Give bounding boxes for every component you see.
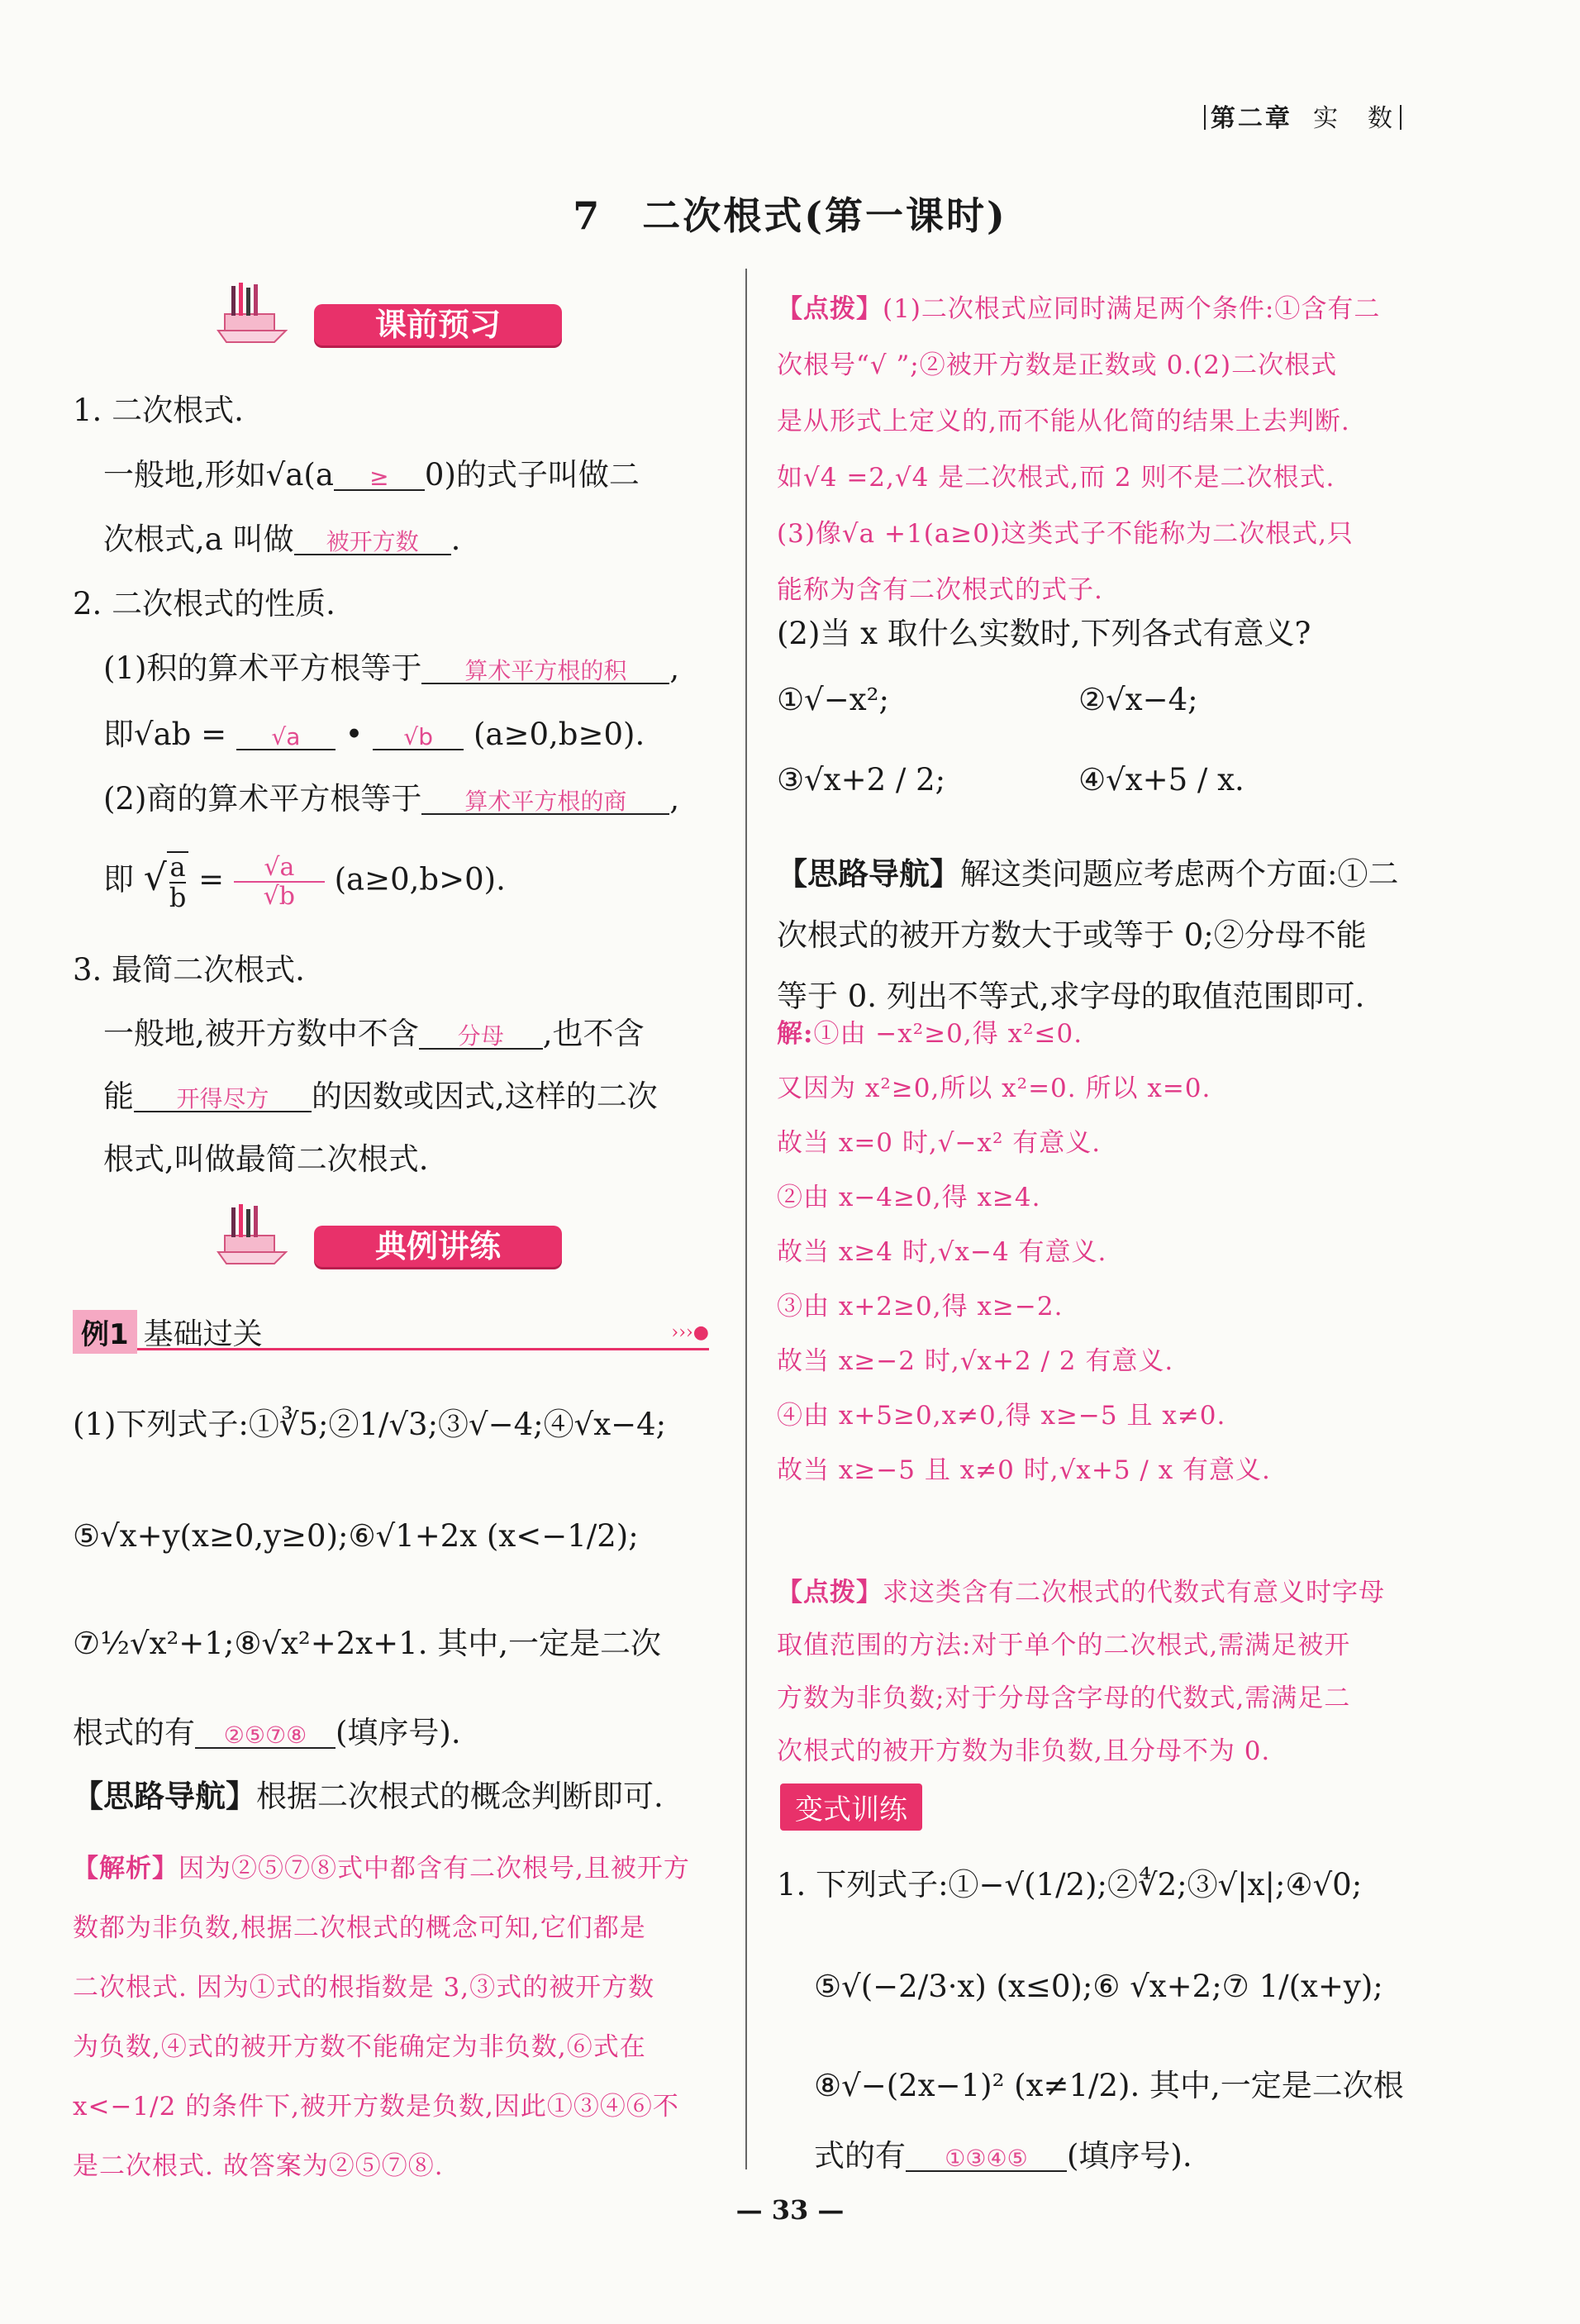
q2-item-2: ②√x−4; bbox=[1078, 682, 1198, 717]
tip2: 【点拨】求这类含有二次根式的代数式有意义时字母 取值范围的方法:对于单个的二次根式,需满足被开 方数为非负数;对于分母含字母的代数式,需满足二 次根式的被开方数为非负数,且分母不为 0. bbox=[777, 1578, 1385, 1766]
chapter-header bbox=[1199, 98, 1406, 134]
answer-fraction[interactable]: $\frac{√a}{√b}$ bbox=[234, 854, 325, 910]
s3-line2: 能 开得尽方 的因数或因式,这样的二次 bbox=[103, 1079, 658, 1114]
example-tag: 例1 bbox=[73, 1310, 137, 1354]
examples-banner-label: 典例讲练 bbox=[314, 1226, 562, 1267]
lesson-title: 7 二次根式(第一课时) bbox=[573, 193, 1007, 238]
example1-q-line2: ⑤√x+y(x≥0,y≥0);⑥√1+2x (x<−1/2); bbox=[73, 1518, 639, 1554]
chapter-label: 第二章 bbox=[1210, 104, 1292, 133]
s2-heading: 2. 二次根式的性质. bbox=[73, 586, 336, 621]
answer-blank[interactable]: 被开方数 bbox=[294, 531, 451, 555]
q2-item-1: ①√−x²; bbox=[777, 682, 889, 717]
s3-line3: 根式,叫做最简二次根式. bbox=[103, 1141, 429, 1177]
column-divider bbox=[745, 269, 747, 2169]
variant-training-tag: 变式训练 bbox=[780, 1783, 922, 1831]
chapter-title: 实 数 bbox=[1313, 104, 1395, 133]
example1-guide: 【思路导航】根据二次根式的概念判断即可. bbox=[73, 1778, 664, 1814]
answer-blank[interactable]: ②⑤⑦⑧ bbox=[195, 1724, 336, 1749]
preview-banner-label: 课前预习 bbox=[314, 304, 562, 345]
page-number: — 33 — bbox=[735, 2194, 845, 2226]
variant-line2: ⑤√(−2/3·x) (x≤0);⑥ √x+2;⑦ 1/(x+y); bbox=[814, 1969, 1383, 2004]
q2-stem: (2)当 x 取什么实数时,下列各式有意义? bbox=[777, 616, 1311, 651]
arrow-decoration-icon: ›››● bbox=[671, 1322, 709, 1343]
header-divider bbox=[1204, 105, 1206, 130]
preview-banner bbox=[217, 281, 501, 350]
q2-solution: 解:①由 −x²≥0,得 x²≤0. 又因为 x²≥0,所以 x²=0. 所以 x=0. 故当 x=0 时,√−x² 有意义. ②由 x−4≥0,得 x≥4. 故当 x≥4 时,√x−4 有意义. ③由 x+2≥0,得 x≥−2. 故当 x≥−2 时,√x+2 / 2 有意义. ④由 x+5≥0,x≠0,得 x≥−5 且 x≠0. 故当 x≥−5 且 x≠0 时,√x+5 / x 有意义. bbox=[777, 1019, 1271, 1485]
answer-blank[interactable]: 开得尽方 bbox=[134, 1088, 312, 1112]
s1-line2: 次根式,a 叫做 被开方数 . bbox=[103, 521, 461, 557]
answer-blank[interactable]: 分母 bbox=[419, 1025, 543, 1050]
s2-p1: (1)积的算术平方根等于 算术平方根的积 , bbox=[103, 650, 680, 686]
s2-p1-line2: 即√ab = √a • √b (a≥0,b≥0). bbox=[103, 717, 645, 752]
example1-q-line1: (1)下列式子:①∛5;②1/√3;③√−4;④√x−4; bbox=[73, 1407, 667, 1442]
s1-line1: 一般地,形如√a(a ≥ 0)的式子叫做二 bbox=[103, 457, 640, 493]
pencil-cup-icon bbox=[217, 1202, 291, 1269]
s3-line1: 一般地,被开方数中不含 分母 ,也不含 bbox=[103, 1016, 645, 1051]
variant-line3: ⑧√−(2x−1)² (x≠1/2). 其中,一定是二次根 bbox=[814, 2068, 1404, 2103]
s2-p2: (2)商的算术平方根等于 算术平方根的商 , bbox=[103, 781, 680, 817]
answer-blank[interactable]: ①③④⑤ bbox=[906, 2147, 1067, 2172]
tip1: 【点拨】(1)二次根式应同时满足两个条件:①含有二 次根号“√ ”;②被开方数是正数或 0.(2)二次根式 是从形式上定义的,而不能从化简的结果上去判断. 如√4 =2,√4 是二次根式,而 2 则不是二次根式. (3)像√a +1(a≥0)这类式子不能称为二次根式,只 能称为含有二次根式的式子. bbox=[777, 294, 1381, 605]
answer-blank[interactable]: √b bbox=[373, 726, 464, 750]
variant-line4: 式的有 ①③④⑤ (填序号). bbox=[814, 2138, 1192, 2174]
answer-blank[interactable]: 算术平方根的积 bbox=[421, 660, 669, 684]
answer-blank[interactable]: 算术平方根的商 bbox=[421, 790, 669, 815]
pencil-cup-icon bbox=[217, 281, 291, 347]
examples-banner bbox=[217, 1202, 501, 1272]
example-title: 基础过关 bbox=[143, 1317, 263, 1351]
answer-blank[interactable]: ≥ bbox=[334, 466, 425, 491]
s1-heading: 1. 二次根式. bbox=[73, 393, 244, 428]
example1-header bbox=[73, 1310, 709, 1350]
q2-item-4: ④√x+5 / x. bbox=[1078, 762, 1244, 798]
variant-line1: 1. 下列式子:①−√(1/2);②∜2;③√|x|;④√0; bbox=[777, 1867, 1363, 1903]
s3-heading: 3. 最简二次根式. bbox=[73, 952, 305, 988]
header-divider bbox=[1400, 105, 1402, 130]
example1-q-line4: 根式的有 ②⑤⑦⑧ (填序号). bbox=[73, 1715, 461, 1750]
quotient-fraction: $\frac{a}{b}$ bbox=[167, 851, 188, 912]
q2-guide: 【思路导航】解这类问题应考虑两个方面:①二 次根式的被开方数大于或等于 0;②分母不能 等于 0. 列出不等式,求字母的取值范围即可. bbox=[777, 855, 1399, 1014]
s2-p2-line2: 即 √ $\frac{a}{b}$ = $\frac{√a}{√b}$ (a≥0,b>0). bbox=[103, 851, 506, 914]
q2-item-3: ③√x+2 / 2; bbox=[777, 762, 946, 798]
example1-q-line3: ⑦½√x²+1;⑧√x²+2x+1. 其中,一定是二次 bbox=[73, 1626, 661, 1661]
answer-blank[interactable]: √a bbox=[236, 726, 336, 750]
example1-analysis: 【解析】因为②⑤⑦⑧式中都含有二次根号,且被开方 数都为非负数,根据二次根式的概念可知,它们都是 二次根式. 因为①式的根指数是 3,③式的被开方数 为负数,④式的被开方数不能确定为非负数,⑥式在 x<−1/2 的条件下,被开方数是负数,因此①③④⑥不 是二次根式. 故答案为②⑤⑦⑧. bbox=[73, 1854, 690, 2181]
